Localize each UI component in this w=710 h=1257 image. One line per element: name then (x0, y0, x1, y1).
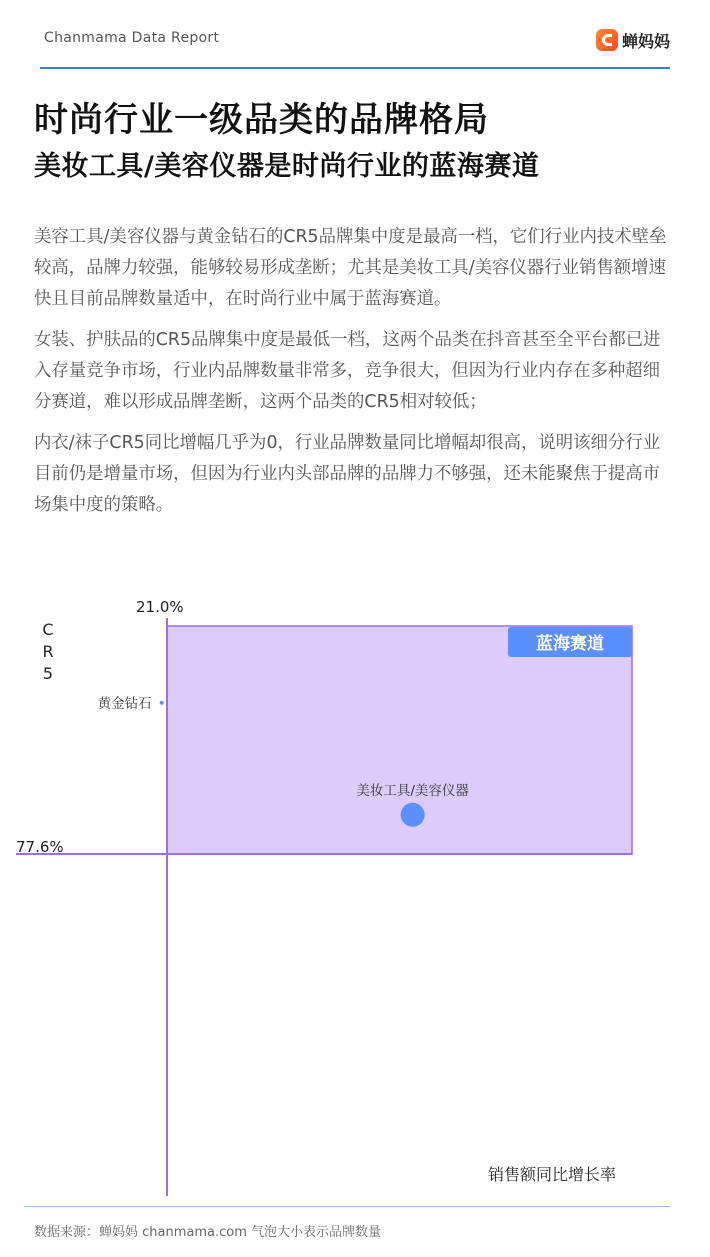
bubble-label: 黄金钻石 (97, 695, 152, 712)
x-crossing-label: 21.0% (136, 598, 184, 616)
bubble (160, 701, 164, 705)
bubble-label: 美妆工具/美容仪器 (356, 782, 469, 799)
bubble (401, 803, 425, 827)
paragraph-1: 美容工具/美容仪器与黄金钻石的CR5品牌集中度是最高一档，它们行业内技术壁垒较高，品牌力较强，能够较易形成垄断；尤其是美妆工具/美容仪器行业销售额增速快且目前品牌数量适中，在时尚行业中属于蓝海赛道。 (34, 227, 667, 309)
x-axis-label: 销售额同比增长率 (487, 1165, 616, 1184)
blue-ocean-quadrant (167, 626, 632, 854)
y-axis-label-char: R (42, 642, 54, 661)
y-crossing-label: 77.6% (16, 838, 64, 856)
y-axis-label-char: C (42, 620, 54, 639)
paragraph-3: 内衣/袜子CR5同比增幅几乎为0，行业品牌数量同比增幅却很高，说明该细分行业目前仍是增量市场，但因为行业内头部品牌的品牌力不够强，还未能聚焦于提高市场集中度的策略。 (34, 433, 661, 515)
y-axis-label-char: 5 (42, 664, 54, 683)
description-text (34, 222, 676, 531)
header-divider (40, 67, 670, 69)
report-brand: Chanmama Data Report (44, 30, 220, 46)
page-title: 时尚行业一级品类的品牌格局 (34, 100, 489, 140)
paragraph-2: 女装、护肤品的CR5品牌集中度是最低一档，这两个品类在抖音甚至全平台都已进入存量竞争市场，行业内品牌数量非常多，竞争很大，但因为行业内存在多种超细分赛道，难以形成品牌垄断，这两个品类的CR5相对较低； (34, 330, 661, 412)
quadrant-label: 蓝海赛道 (536, 634, 604, 654)
logo-text: 蝉妈妈 (621, 31, 670, 51)
chanmama-logo-icon (596, 29, 618, 51)
bubble-chart (0, 590, 710, 1200)
data-source: 数据来源：蝉妈妈 chanmama.com 气泡大小表示品牌数量 (34, 1225, 382, 1240)
footer-divider (24, 1206, 670, 1207)
page-subtitle: 美妆工具/美容仪器是时尚行业的蓝海赛道 (34, 151, 540, 182)
chanmama-logo (596, 28, 670, 52)
